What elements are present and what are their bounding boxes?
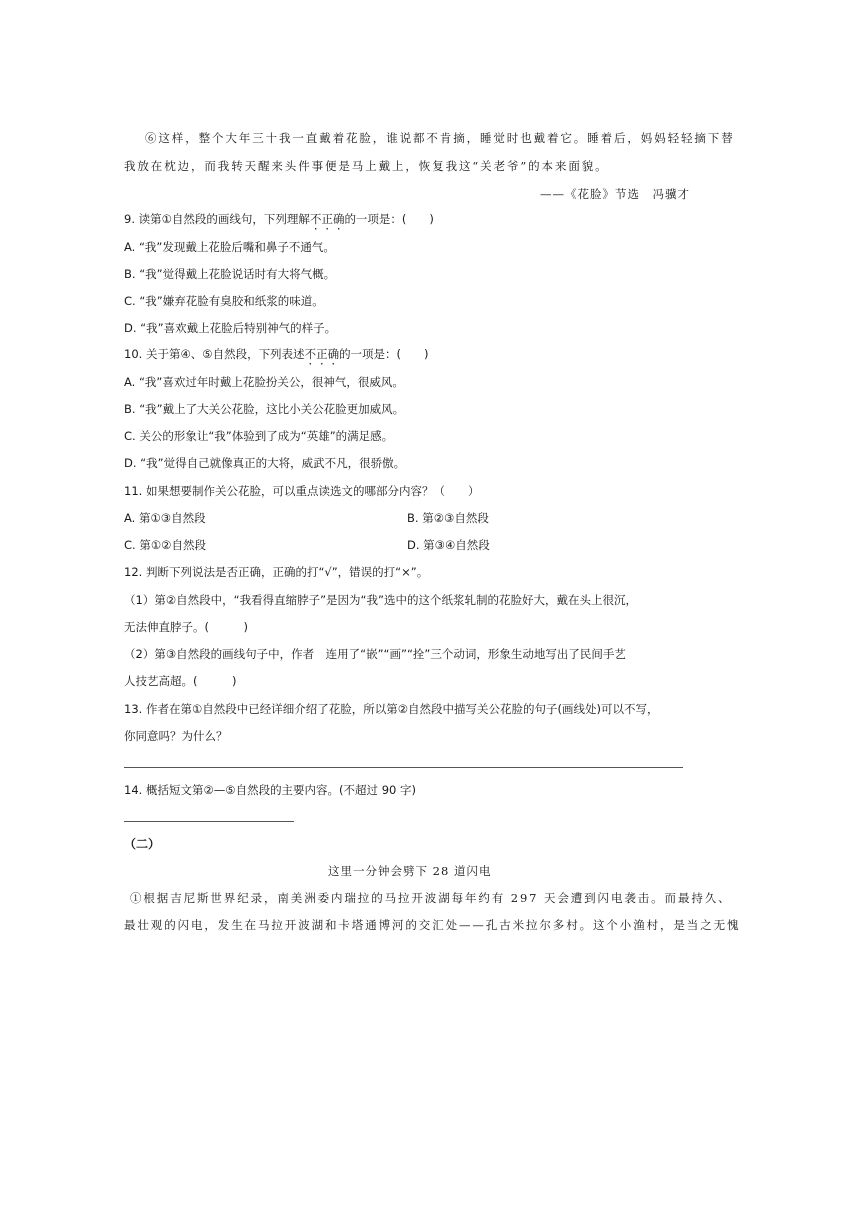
section-two-heading: （二） <box>124 837 161 851</box>
section-two-para1-line2: 最壮观的闪电，发生在马拉开波湖和卡塔通博河的交汇处——孔古米拉尔多村。这个小渔村，是当之无愧 <box>124 918 741 932</box>
q9-emphasis-char-2: 正 <box>321 212 333 226</box>
q12-item1-line2: 无法伸直脖子。( ) <box>124 620 248 634</box>
q11-option-c: C. 第①②自然段 <box>124 538 206 552</box>
q10-option-d: D. “我”觉得自己就像真正的大将，威武不凡，很骄傲。 <box>124 456 406 470</box>
section-two-title: 这里一分钟会劈下 28 道闪电 <box>328 864 492 878</box>
q11-option-d: D. 第③④自然段 <box>407 538 490 552</box>
q9-option-c: C. “我”嫌弃花脸有臭胶和纸浆的味道。 <box>124 294 324 308</box>
q10-emphasis-char-2: 正 <box>316 347 328 361</box>
q10-stem <box>124 346 429 362</box>
q10-option-a: A. “我”喜欢过年时戴上花脸扮关公，很神气，很威风。 <box>124 375 404 389</box>
q14-stem: 14. 概括短文第②—⑤自然段的主要内容。(不超过 90 字) <box>124 783 416 797</box>
q12-item1-line1: （1）第②自然段中，“我看得直缩脖子”是因为“我”选中的这个纸浆轧制的花脸好大，戴在头上很沉， <box>124 593 637 607</box>
q9-option-a: A. “我”发现戴上花脸后嘴和鼻子不通气。 <box>124 240 335 254</box>
q10-option-c: C. 关公的形象让“我”体验到了成为“英雄”的满足感。 <box>124 429 394 443</box>
q10-stem-text-b: 的一项是：( ) <box>339 347 429 361</box>
q9-stem-text-a: 9. 读第①自然段的画线句，下列理解 <box>124 212 310 226</box>
q9-emphasis-char-3: 确 <box>332 212 345 226</box>
q9-option-d: D. “我”喜欢戴上花脸后特别神气的样子。 <box>124 321 337 335</box>
q10-stem-text-a: 10. 关于第④、⑤自然段，下列表述 <box>124 347 305 361</box>
passage-para6-line2: 我放在枕边，而我转天醒来头件事便是马上戴上，恢复我这“关老爷”的本来面貌。 <box>124 159 609 173</box>
q12-stem: 12. 判断下列说法是否正确，正确的打“√”，错误的打“×”。 <box>124 565 429 579</box>
q9-option-b: B. “我”觉得戴上花脸说话时有大将气概。 <box>124 267 336 281</box>
q13-answer-line[interactable] <box>124 767 683 768</box>
q13-line2: 你同意吗？为什么？ <box>124 729 228 743</box>
q10-emphasis-char-3: 确 <box>327 347 340 361</box>
q13-line1: 13. 作者在第①自然段中已经详细介绍了花脸，所以第②自然段中描写关公花脸的句子(画线处)可以不写， <box>124 702 659 716</box>
q9-stem-text-b: 的一项是：( ) <box>344 212 434 226</box>
q14-answer-line[interactable] <box>124 821 294 822</box>
q12-item2-line1: （2）第③自然段的画线句子中，作者 连用了“嵌”“画”“拴”三个动词，形象生动地写出了民间手艺 <box>124 647 626 661</box>
q10-emphasis-char-1: 不 <box>304 347 317 361</box>
q9-stem <box>124 211 434 227</box>
q10-option-b: B. “我”戴上了大关公花脸，这比小关公花脸更加威风。 <box>124 402 405 416</box>
passage-para6-line1: ⑥这样，整个大年三十我一直戴着花脸，谁说都不肯摘，睡觉时也戴着它。睡着后，妈妈轻轻摘下替 <box>145 131 735 145</box>
q12-item2-line2: 人技艺高超。( ) <box>124 674 237 688</box>
passage-source: ——《花脸》节选 冯骥才 <box>540 187 690 201</box>
q11-option-b: B. 第②③自然段 <box>407 511 489 525</box>
q11-option-a: A. 第①③自然段 <box>124 511 206 525</box>
q9-emphasis-char-1: 不 <box>309 212 322 226</box>
section-two-para1-line1: ①根据吉尼斯世界纪录，南美洲委内瑞拉的马拉开波湖每年约有 297 天会遭到闪电袭击。而最持久、 <box>130 891 732 905</box>
q11-stem: 11. 如果想要制作关公花脸，可以重点读选文的哪部分内容？（ ） <box>124 484 480 498</box>
